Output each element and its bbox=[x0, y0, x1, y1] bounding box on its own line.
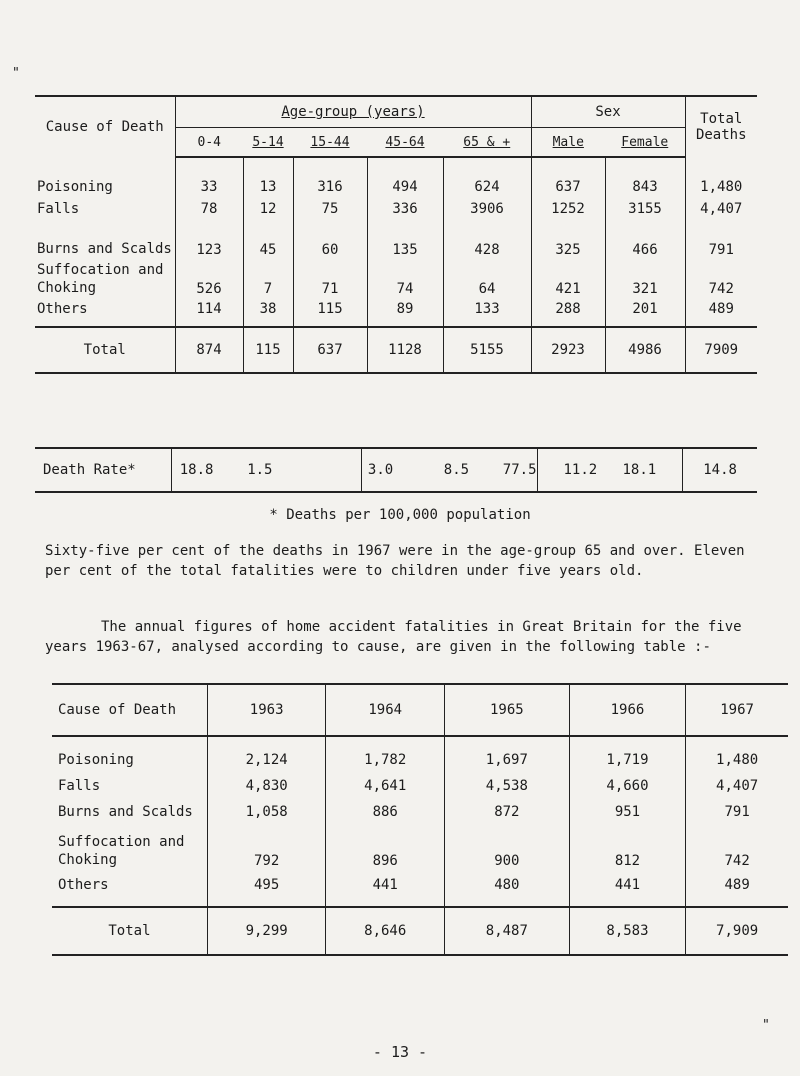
total-row bbox=[52, 907, 788, 955]
cell: 1,697 bbox=[445, 747, 570, 773]
paragraph: The annual figures of home accident fatalities in Great Britain for the five years 1963-67, analysed according to cause, are given in the following table :- bbox=[45, 619, 742, 655]
cell: 45 bbox=[243, 220, 293, 259]
cell: 7 bbox=[243, 259, 293, 298]
cell: 4,641 bbox=[326, 773, 445, 799]
rate-value: 1.5 bbox=[247, 462, 273, 478]
table-row bbox=[52, 799, 788, 825]
row-cause: Falls bbox=[58, 778, 101, 794]
cell: 8,646 bbox=[326, 907, 445, 955]
death-rate-group bbox=[361, 448, 537, 492]
cell: 4,660 bbox=[569, 773, 686, 799]
cell: 316 bbox=[293, 176, 367, 198]
row-cause: Falls bbox=[37, 201, 80, 217]
row-cause: Poisoning bbox=[37, 179, 113, 195]
cell: 1,782 bbox=[326, 747, 445, 773]
cell: 4,407 bbox=[686, 773, 788, 799]
header-male: Male bbox=[531, 128, 605, 158]
cell: 115 bbox=[243, 327, 293, 373]
cell: 495 bbox=[207, 872, 326, 907]
cell: 133 bbox=[443, 298, 531, 327]
table-row bbox=[52, 872, 788, 907]
cell: 78 bbox=[175, 198, 243, 220]
cell: 75 bbox=[293, 198, 367, 220]
row-cause: Suffocation and Choking bbox=[37, 262, 164, 296]
cell: 1,719 bbox=[569, 747, 686, 773]
cell: 624 bbox=[443, 176, 531, 198]
total-label: Total bbox=[52, 907, 207, 955]
total-label: Total bbox=[35, 327, 175, 373]
cell: 38 bbox=[243, 298, 293, 327]
cell: 1,058 bbox=[207, 799, 326, 825]
cell: 71 bbox=[293, 259, 367, 298]
cell: 421 bbox=[531, 259, 605, 298]
margin-mark: " bbox=[762, 1018, 770, 1033]
footnote: * Deaths per 100,000 population bbox=[269, 507, 531, 523]
cell: 8,583 bbox=[569, 907, 686, 955]
header-sex: Sex bbox=[531, 96, 685, 128]
cell: 466 bbox=[605, 220, 685, 259]
cell: 12 bbox=[243, 198, 293, 220]
rate-value: 77.5 bbox=[502, 462, 537, 478]
cell: 4986 bbox=[605, 327, 685, 373]
cell: 7909 bbox=[685, 327, 757, 373]
cell: 951 bbox=[569, 799, 686, 825]
table-row bbox=[35, 176, 757, 198]
cell: 792 bbox=[207, 825, 326, 872]
deaths-by-year-table bbox=[52, 683, 788, 956]
cell: 489 bbox=[686, 872, 788, 907]
cell: 4,830 bbox=[207, 773, 326, 799]
cell: 843 bbox=[605, 176, 685, 198]
death-rate-group bbox=[537, 448, 683, 492]
cell: 489 bbox=[685, 298, 757, 327]
cell: 2,124 bbox=[207, 747, 326, 773]
row-cause: Suffocation and Choking bbox=[58, 834, 185, 868]
header-age-45-64: 45-64 bbox=[367, 128, 443, 158]
header-year: 1963 bbox=[207, 684, 326, 736]
cell: 526 bbox=[175, 259, 243, 298]
table-row bbox=[35, 198, 757, 220]
header-age-15-44: 15-44 bbox=[293, 128, 367, 158]
header-cause-of-death: Cause of Death bbox=[35, 96, 175, 157]
cell: 201 bbox=[605, 298, 685, 327]
cell: 441 bbox=[326, 872, 445, 907]
cell: 791 bbox=[685, 220, 757, 259]
cell: 2923 bbox=[531, 327, 605, 373]
cell: 8,487 bbox=[445, 907, 570, 955]
cell: 4,407 bbox=[685, 198, 757, 220]
header-year: 1966 bbox=[569, 684, 686, 736]
cell: 742 bbox=[685, 259, 757, 298]
cell: 60 bbox=[293, 220, 367, 259]
rate-value: 18.1 bbox=[622, 462, 657, 478]
death-rate-table bbox=[35, 447, 757, 493]
cell: 33 bbox=[175, 176, 243, 198]
cell: 896 bbox=[326, 825, 445, 872]
cell: 7,909 bbox=[686, 907, 788, 955]
cell: 74 bbox=[367, 259, 443, 298]
cell: 428 bbox=[443, 220, 531, 259]
row-cause: Others bbox=[35, 298, 175, 327]
row-cause: Poisoning bbox=[58, 752, 134, 768]
cell: 321 bbox=[605, 259, 685, 298]
row-cause: Burns and Scalds bbox=[58, 804, 193, 820]
table-row bbox=[35, 298, 757, 327]
death-rate-label: Death Rate* bbox=[35, 448, 171, 492]
cell: 791 bbox=[686, 799, 788, 825]
rate-value: 8.5 bbox=[443, 462, 470, 478]
cell: 9,299 bbox=[207, 907, 326, 955]
deaths-by-age-sex-table bbox=[35, 95, 757, 374]
cell: 288 bbox=[531, 298, 605, 327]
death-rate-row bbox=[35, 448, 757, 492]
cell: 115 bbox=[293, 298, 367, 327]
cell: 480 bbox=[445, 872, 570, 907]
cell: 5155 bbox=[443, 327, 531, 373]
cell: 886 bbox=[326, 799, 445, 825]
header-year: 1965 bbox=[445, 684, 570, 736]
table-row bbox=[52, 825, 788, 872]
row-cause: Burns and Scalds bbox=[37, 241, 172, 257]
cell: 13 bbox=[243, 176, 293, 198]
cell: 325 bbox=[531, 220, 605, 259]
cell: 637 bbox=[293, 327, 367, 373]
cell: 114 bbox=[175, 298, 243, 327]
table-row bbox=[35, 220, 757, 259]
cell: 742 bbox=[686, 825, 788, 872]
total-row bbox=[35, 327, 757, 373]
cell: 812 bbox=[569, 825, 686, 872]
cell: 1128 bbox=[367, 327, 443, 373]
table-row bbox=[52, 773, 788, 799]
page-number: - 13 - bbox=[372, 1043, 428, 1061]
rate-value: 3.0 bbox=[367, 462, 394, 478]
cell: 1,480 bbox=[686, 747, 788, 773]
paragraph: Sixty-five per cent of the deaths in 1967 were in the age-group 65 and over. Eleven per cent of the total fatalities were to children under five years old. bbox=[45, 543, 745, 579]
cell: 4,538 bbox=[445, 773, 570, 799]
rate-value: 11.2 bbox=[563, 462, 598, 478]
cell: 900 bbox=[445, 825, 570, 872]
cell: 336 bbox=[367, 198, 443, 220]
cell: 637 bbox=[531, 176, 605, 198]
header-female: Female bbox=[605, 128, 685, 158]
table-row bbox=[35, 259, 757, 298]
rate-value: 14.8 bbox=[683, 448, 757, 492]
table-row bbox=[52, 747, 788, 773]
header-year: 1967 bbox=[686, 684, 788, 736]
cell: 3906 bbox=[443, 198, 531, 220]
cell: 3155 bbox=[605, 198, 685, 220]
death-rate-group bbox=[171, 448, 361, 492]
cell: 123 bbox=[175, 220, 243, 259]
cell: 874 bbox=[175, 327, 243, 373]
header-year: 1964 bbox=[326, 684, 445, 736]
cell: 494 bbox=[367, 176, 443, 198]
header-cause-of-death: Cause of Death bbox=[52, 684, 207, 736]
cell: 1,480 bbox=[685, 176, 757, 198]
cell: 89 bbox=[367, 298, 443, 327]
rate-value: 18.8 bbox=[179, 462, 214, 478]
row-cause: Others bbox=[52, 872, 207, 907]
header-age-group: Age-group (years) bbox=[175, 96, 531, 128]
header-age-5-14: 5-14 bbox=[243, 128, 293, 158]
margin-mark: " bbox=[12, 66, 20, 81]
cell: 441 bbox=[569, 872, 686, 907]
header-age-65-plus: 65 & + bbox=[443, 128, 531, 158]
header-age-0-4: 0-4 bbox=[175, 128, 243, 158]
cell: 1252 bbox=[531, 198, 605, 220]
cell: 64 bbox=[443, 259, 531, 298]
cell: 872 bbox=[445, 799, 570, 825]
header-total-deaths: Total Deaths bbox=[685, 96, 757, 157]
cell: 135 bbox=[367, 220, 443, 259]
